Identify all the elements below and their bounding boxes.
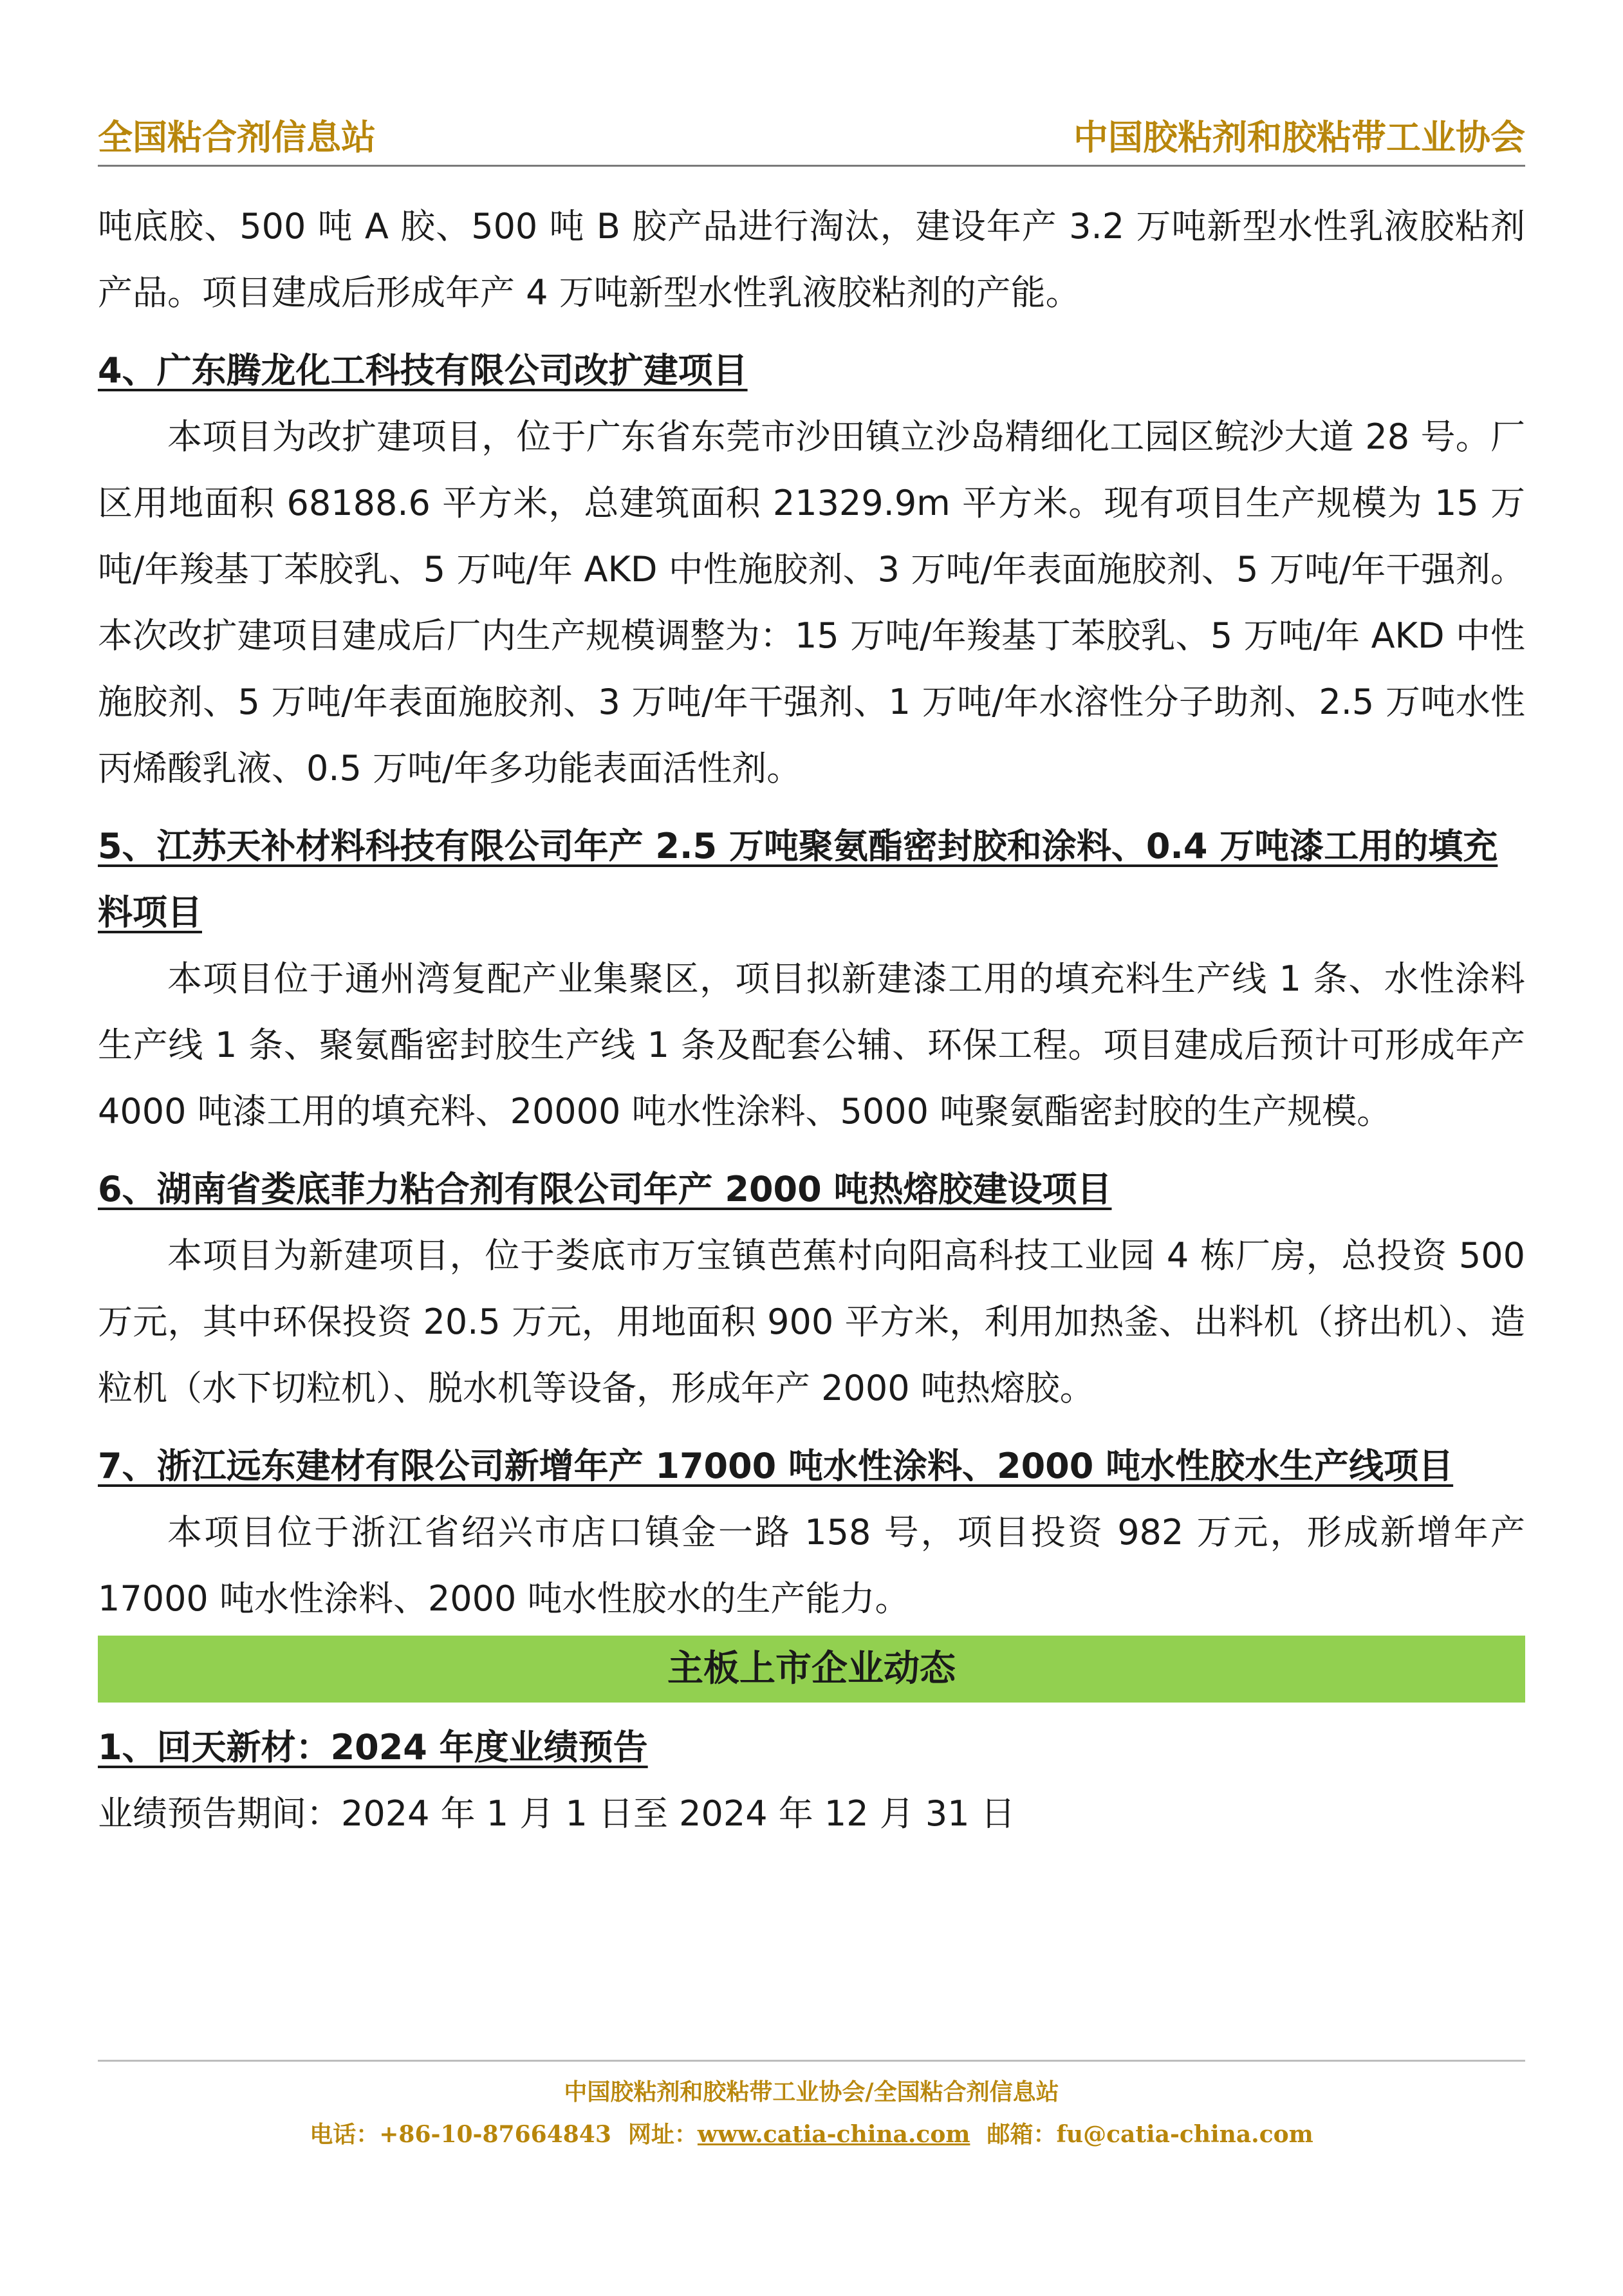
section-body-6: 本项目为新建项目，位于娄底市万宝镇芭蕉村向阳高科技工业园 4 栋厂房，总投资 500 万元，其中环保投资 20.5 万元，用地面积 900 平方米，利用加热釜、出料机（挤出机）、造粒机（水下切粒机）、脱水机等设备，形成年产 2000 吨热熔胶。: [98, 1235, 1525, 1408]
section-body-4: 本项目为改扩建项目，位于广东省东莞市沙田镇立沙岛精细化工园区鲩沙大道 28 号。厂区用地面积 68188.6 平方米，总建筑面积 21329.9m 平方米。现有项目生产规模为 15 万吨/年羧基丁苯胶乳、5 万吨/年 AKD 中性施胶剂、3 万吨/年表面施胶剂、5 万吨/年干强剂。本次改扩建项目建成后厂内生产规模调整为：15 万吨/年羧基丁苯胶乳、5 万吨/年 AKD 中性施胶剂、5 万吨/年表面施胶剂、3 万吨/年干强剂、1 万吨/年水溶性分子助剂、2.5 万吨水性丙烯酸乳液、0.5 万吨/年多功能表面活性剂。: [98, 416, 1525, 789]
section-heading-4: 4、广东腾龙化工科技有限公司改扩建项目: [98, 350, 748, 391]
footer-website-label: 网址：: [627, 2121, 698, 2148]
header-association-name: 中国胶粘剂和胶粘带工业协会: [1073, 117, 1525, 158]
intro-paragraph: 吨底胶、500 吨 A 胶、500 吨 B 胶产品进行淘汰，建设年产 3.2 万吨新型水性乳液胶粘剂产品。项目建成后形成年产 4 万吨新型水性乳液胶粘剂的产能。: [98, 206, 1525, 313]
footer-phone: 电话：+86-10-87664843: [310, 2121, 611, 2148]
footer-divider: [98, 2060, 1525, 2062]
section-heading-7: 7、浙江远东建材有限公司新增年产 17000 吨水性涂料、2000 吨水性胶水生产线项目: [98, 1446, 1454, 1486]
listed-companies-banner: 主板上市企业动态: [98, 1636, 1525, 1703]
footer-email[interactable]: 邮箱：fu@catia-china.com: [987, 2121, 1313, 2148]
section-heading-6: 6、湖南省娄底菲力粘合剂有限公司年产 2000 吨热熔胶建设项目: [98, 1169, 1112, 1209]
footer-website-link[interactable]: www.catia-china.com: [697, 2121, 970, 2148]
section-body-7: 本项目位于浙江省绍兴市店口镇金一路 158 号，项目投资 982 万元，形成新增年产 17000 吨水性涂料、2000 吨水性胶水的生产能力。: [98, 1512, 1525, 1619]
section-heading-5: 5、江苏天补材料科技有限公司年产 2.5 万吨聚氨酯密封胶和涂料、0.4 万吨漆工用的填充料项目: [98, 826, 1498, 933]
header-site-name: 全国粘合剂信息站: [98, 117, 376, 158]
section-body-5: 本项目位于通州湾复配产业集聚区，项目拟新建漆工用的填充料生产线 1 条、水性涂料生产线 1 条、聚氨酯密封胶生产线 1 条及配套公辅、环保工程。项目建成后预计可形成年产 4000 吨漆工用的填充料、20000 吨水性涂料、5000 吨聚氨酯密封胶的生产规模。: [98, 958, 1525, 1132]
footer-organization: 中国胶粘剂和胶粘带工业协会/全国粘合剂信息站: [564, 2078, 1059, 2105]
article-body: [98, 193, 1525, 1847]
footer-contact: [0, 2116, 1623, 2149]
listed-body-1: 业绩预告期间：2024 年 1 月 1 日至 2024 年 12 月 31 日: [98, 1793, 1016, 1834]
listed-heading-1: 1、回天新材：2024 年度业绩预告: [98, 1727, 648, 1768]
page-header: [98, 113, 1525, 167]
